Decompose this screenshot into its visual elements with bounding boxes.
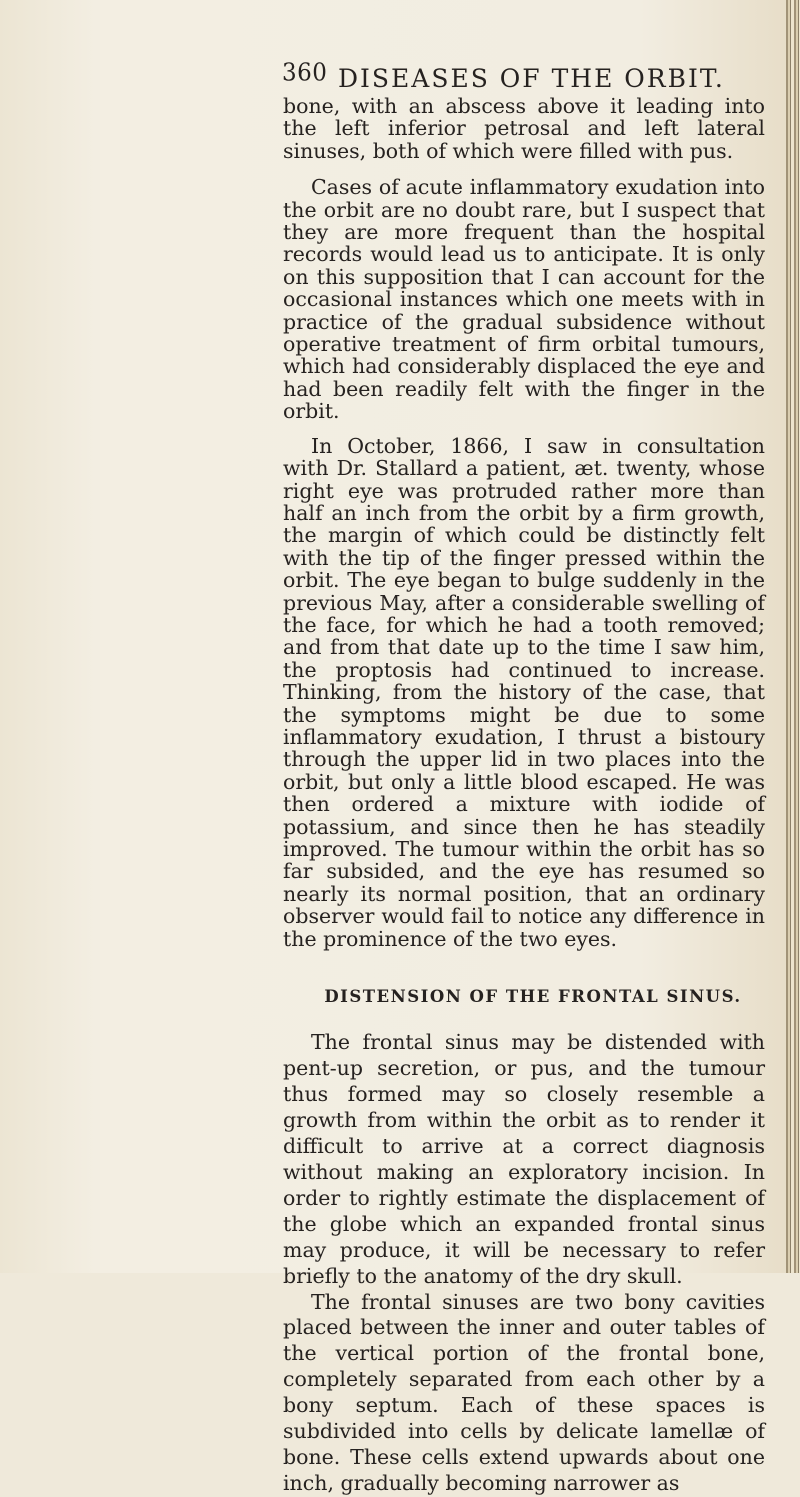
paragraph-case-report: In October, 1866, I saw in consultation with Dr. Stallard a patient, æt. twenty, whose right eye was protruded rather more than half an inch from the orbit by a firm growth, the margin of which could be distinctly felt with the tip of the finger pressed within the orbit. The eye began to bulge suddenly in the previous May, after a considerable swelling of the face, for which he had a tooth removed; and from that date up to the time I saw him, the proptosis had continued to increase. Thinking, from the history of the case, that the symptoms might be due to some inflammatory exudation, I thrust a bistoury through the upper lid in two places into the orbit, but only a little blood escaped. He was then ordered a mixture with iodide of potassium, and since then he has steadily improved. The tumour within the orbit has so far subsided, and the eye has resumed so nearly its normal position, that an ordinary observer would fail to notice any difference in the prominence of the two eyes. <box>283 433 765 951</box>
section-heading: DISTENSION OF THE FRONTAL SINUS. <box>324 987 742 1007</box>
running-title: DISEASES OF THE ORBIT. <box>338 64 725 93</box>
paragraph-inflammatory-exudation: Cases of acute inflammatory exudation into the orbit are no doubt rare, but I suspect that they are more frequent than the hospital records would lead us to anticipate. It is only on this supposition that I can account for the occasional instances which one meets with in practice of the gradual subsidence without operative treatment of firm orbital tumours, which had considerably displaced the eye and had been readily felt with the finger in the orbit. <box>283 175 765 424</box>
paragraph-frontal-sinus-intro: The frontal sinus may be distended with pent-up secretion, or pus, and the tumour thus formed may so closely resemble a growth from within the orbit as to render it difficult to arrive at a correct diagnosis without making an exploratory incision. In order to rightly estimate the displacement of the globe which an expanded frontal sinus may produce, it will be necessary to refer briefly to the anatomy of the dry skull. <box>283 1030 765 1288</box>
paragraph-frontal-sinus-anatomy: The frontal sinuses are two bony cavities placed between the inner and outer tables of the vertical portion of the frontal bone, completely separated from each other by a bony septum. Each of these spaces is subdivided into cells by delicate lamellæ of bone. These cells extend upwards about one inch, gradually becoming narrower as <box>283 1289 765 1495</box>
page-number: 360 <box>282 59 328 87</box>
page-edge <box>786 0 800 1273</box>
section-body <box>283 1030 765 1496</box>
paragraph-continued: bone, with an abscess above it leading into the left inferior petrosal and left lateral sinuses, both of which were filled with pus. <box>283 94 765 163</box>
page-body <box>283 95 765 1497</box>
